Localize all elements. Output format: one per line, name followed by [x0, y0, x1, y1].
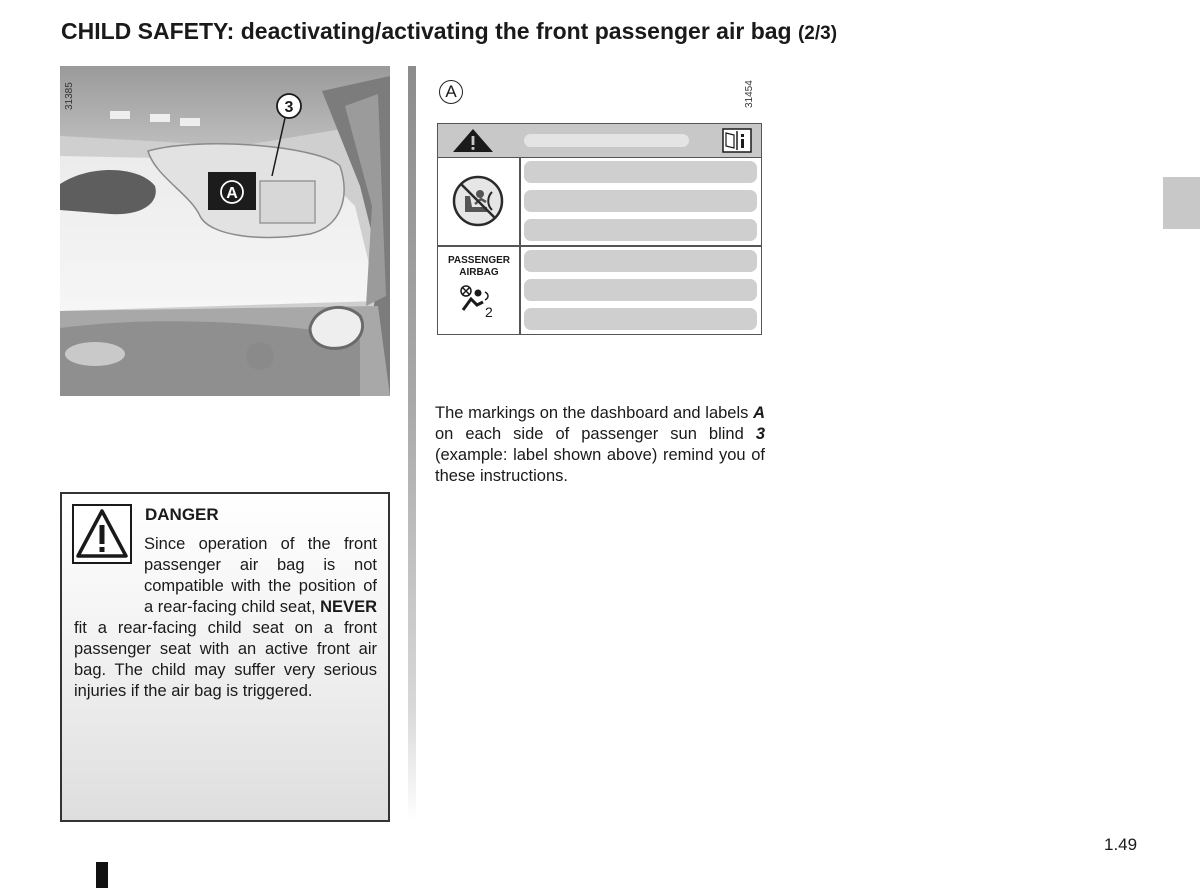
passenger-icon-number: 2	[485, 304, 493, 320]
figure-letter: A	[439, 80, 463, 104]
visor-label-letter: A	[226, 185, 238, 202]
label-text-placeholder	[524, 250, 757, 272]
danger-heading: DANGER	[145, 505, 219, 524]
sun-blind-reference: 3	[755, 425, 765, 443]
page-number: 1.49	[1104, 835, 1138, 854]
label-reference: A	[753, 404, 765, 422]
body-text-segment: The markings on the dashboard and labels	[435, 404, 754, 422]
label-text-placeholder	[524, 190, 757, 212]
danger-text	[74, 534, 377, 702]
danger-text-segment: Since operation of the front passenger air bag is not compatible with the position of a rear-facing child seat,	[144, 535, 377, 616]
instructions-paragraph	[435, 403, 765, 487]
label-text-placeholder	[524, 161, 757, 183]
label-text-placeholder	[524, 219, 757, 241]
danger-box	[60, 492, 390, 822]
label-ref-number: 31454	[744, 80, 755, 108]
column-divider	[408, 66, 416, 821]
label-text-placeholder	[524, 279, 757, 301]
label-header-bar	[438, 124, 761, 158]
body-text-segment: (example: label shown above) remind you of these instructions.	[435, 446, 765, 485]
page-title	[61, 18, 837, 45]
label-divider-horizontal	[438, 245, 761, 247]
photo-ref-number: 31385	[64, 82, 75, 110]
section-tab	[1163, 177, 1200, 229]
no-child-seat-icon	[451, 174, 505, 228]
warning-triangle-icon	[452, 128, 494, 153]
callout-number: 3	[284, 99, 294, 116]
never-emphasis: NEVER	[320, 598, 377, 616]
airbag-warning-label	[437, 123, 762, 335]
manual-book-icon	[722, 128, 752, 153]
page-edge-marker	[96, 862, 108, 888]
title-text: CHILD SAFETY: deactivating/activating the front passenger air bag	[61, 18, 792, 44]
title-part: (2/3)	[797, 23, 838, 44]
danger-text-segment: fit a rear-facing child seat on a front passenger seat with an active front air bag. The child may suffer very serious injuries if the air bag is triggered.	[74, 619, 377, 700]
label-text-placeholder	[524, 308, 757, 330]
passenger-airbag-text: PASSENGER AIRBAG	[447, 255, 511, 278]
sun-visor-photo	[60, 66, 390, 396]
header-text-placeholder	[524, 134, 689, 147]
body-text-segment: on each side of passenger sun blind	[435, 425, 756, 443]
passenger-airbag-icon	[459, 284, 501, 320]
